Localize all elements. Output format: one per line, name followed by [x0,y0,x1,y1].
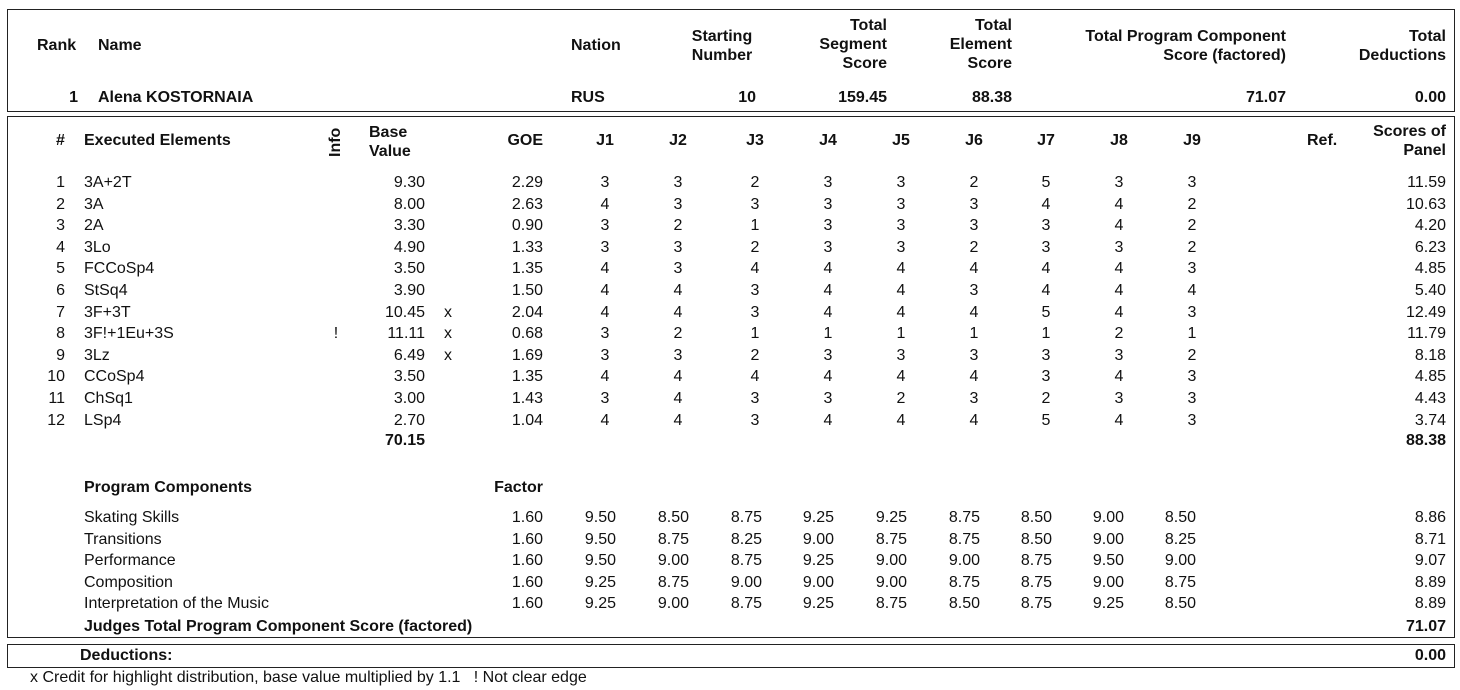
element-judge-score: 3 [750,282,760,299]
component-judge-score: 8.75 [1020,552,1052,570]
deductions-box [7,644,1455,668]
element-judge-score: 1 [896,325,906,343]
component-factor: 1.60 [511,595,543,613]
element-number-header: # [56,132,65,149]
segment-score-header-line1: Total [849,17,887,34]
element-judge-score: 2 [1187,238,1197,256]
element-judge-score: 4 [750,260,760,278]
element-base-value: 3.00 [393,390,425,407]
element-judge-score: 3 [823,174,833,191]
element-panel-score: 11.59 [1407,174,1446,191]
component-judge-score: 9.25 [802,509,834,526]
element-judge-score: 4 [673,368,683,386]
info-header: Info [327,127,344,157]
element-judge-score: 3 [896,174,906,191]
component-judge-score: 8.75 [730,595,762,613]
component-panel-score: 9.07 [1414,552,1446,570]
component-judge-score: 8.75 [1164,573,1196,591]
element-judge-score: 3 [600,346,610,364]
element-judge-score: 3 [1041,238,1051,256]
element-code: 3Lz [84,346,110,364]
component-judge-score: 8.75 [657,573,689,591]
element-code: 3F+3T [84,303,131,321]
component-judge-score: 8.75 [875,530,907,548]
component-judge-score: 8.50 [1020,509,1052,526]
element-base-value: 11.11 [387,325,425,343]
component-judge-score: 8.75 [875,595,907,613]
element-judge-score: 3 [750,303,760,321]
element-number: 5 [56,260,65,278]
element-judge-score: 2 [1187,195,1197,213]
element-panel-score: 12.49 [1405,303,1446,321]
element-judge-score: 4 [673,303,683,321]
element-judge-score: 4 [673,390,683,407]
element-code: 3A [84,195,104,213]
element-judge-score: 4 [1041,195,1051,213]
component-judge-score: 9.25 [1092,595,1124,613]
base-value-total: 70.15 [384,432,425,449]
program-components-title: Program Components [84,479,253,496]
element-judge-score: 3 [673,174,683,191]
component-judge-score: 8.25 [1164,530,1196,548]
element-panel-score: 8.18 [1414,346,1446,364]
element-panel-score: 4.20 [1414,217,1446,235]
element-number: 12 [47,411,65,429]
element-base-value: 10.45 [384,303,425,321]
element-judge-score: 3 [673,346,683,364]
element-judge-score: 4 [896,411,906,429]
component-judge-score: 9.00 [875,552,907,570]
component-factor: 1.60 [511,509,543,526]
footnote: x Credit for highlight distribution, base value multiplied by 1.1 ! Not clear edge [30,669,587,686]
executed-elements-header: Executed Elements [84,132,231,149]
component-judge-score: 9.00 [875,573,907,591]
element-judge-score: 3 [896,238,906,256]
element-judge-score: 3 [750,195,760,213]
element-panel-score: 3.74 [1414,411,1446,429]
skater-element-score: 88.38 [971,89,1012,106]
skater-nation: RUS [571,89,605,106]
element-code: StSq4 [84,282,128,299]
element-judge-score: 4 [823,303,833,321]
element-code: 3F!+1Eu+3S [84,325,174,343]
judge-header-5: J5 [892,132,910,149]
element-judge-score: 3 [823,195,833,213]
component-name: Transitions [84,530,162,548]
component-factor: 1.60 [511,573,543,591]
element-number: 2 [56,195,65,213]
goe-header: GOE [507,132,543,149]
element-judge-score: 4 [1114,195,1124,213]
element-judge-score: 4 [673,411,683,429]
element-judge-score: 4 [600,195,610,213]
element-bonus-mark: x [444,303,452,321]
component-panel-score: 8.89 [1414,573,1446,591]
component-judge-score: 9.00 [730,573,762,591]
component-judge-score: 8.75 [1020,573,1052,591]
element-judge-score: 4 [600,368,610,386]
component-judge-score: 9.00 [657,595,689,613]
element-code: LSp4 [84,411,122,429]
element-judge-score: 4 [600,260,610,278]
component-judge-score: 8.75 [730,552,762,570]
judge-header-2: J2 [669,132,687,149]
pcs-header-line2: Score (factored) [1163,47,1286,64]
element-goe: 2.29 [511,174,543,191]
component-judge-score: 9.25 [875,509,907,526]
element-score-header-line3: Score [967,55,1012,72]
element-judge-score: 3 [969,346,979,364]
element-judge-score: 3 [673,195,683,213]
pcs-total-value: 71.07 [1405,618,1446,635]
element-judge-score: 2 [750,238,760,256]
element-judge-score: 3 [750,390,760,407]
element-number: 3 [56,217,65,235]
segment-score-header-line2: Segment [819,36,887,53]
component-panel-score: 8.86 [1414,509,1446,526]
element-goe: 1.35 [511,368,543,386]
deductions-label: Deductions: [80,647,173,664]
component-judge-score: 9.50 [584,530,616,548]
element-judge-score: 1 [1187,325,1197,343]
element-judge-score: 3 [1187,368,1197,386]
factor-header: Factor [494,479,543,496]
component-judge-score: 8.75 [1020,595,1052,613]
element-code: CCoSp4 [84,368,145,386]
element-judge-score: 4 [600,303,610,321]
component-judge-score: 9.00 [802,530,834,548]
element-judge-score: 2 [969,174,979,191]
element-judge-score: 5 [1041,174,1051,191]
element-judge-score: 3 [1114,238,1124,256]
element-judge-score: 3 [673,238,683,256]
element-judge-score: 2 [1114,325,1124,343]
skater-rank: 1 [69,89,78,106]
element-judge-score: 4 [1114,303,1124,321]
element-base-value: 4.90 [393,238,425,256]
element-judge-score: 4 [896,303,906,321]
component-factor: 1.60 [511,530,543,548]
element-score-header-line2: Element [949,36,1012,53]
element-panel-score: 4.85 [1414,368,1446,386]
judge-header-3: J3 [746,132,764,149]
element-judge-score: 3 [600,174,610,191]
component-judge-score: 9.00 [1164,552,1196,570]
element-judge-score: 3 [600,390,610,407]
base-value-header-line2: Value [369,143,411,160]
component-judge-score: 9.00 [657,552,689,570]
element-judge-score: 4 [896,282,906,299]
element-panel-score: 6.23 [1414,238,1446,256]
element-goe: 1.43 [511,390,543,407]
element-base-value: 8.00 [393,195,425,213]
element-judge-score: 4 [1114,368,1124,386]
element-code: 3A+2T [84,174,132,191]
judge-header-8: J8 [1110,132,1128,149]
scores-of-panel-header-line1: Scores of [1373,123,1446,140]
element-judge-score: 1 [969,325,979,343]
element-judge-score: 2 [673,217,683,235]
component-judge-score: 8.50 [1164,509,1196,526]
element-judge-score: 3 [969,282,979,299]
element-base-value: 9.30 [393,174,425,191]
deductions-header-line2: Deductions [1358,47,1446,64]
element-base-value: 3.50 [393,368,425,386]
element-number: 6 [56,282,65,299]
element-judge-score: 3 [1187,260,1197,278]
element-panel-score: 4.43 [1414,390,1446,407]
component-judge-score: 8.50 [657,509,689,526]
skater-pcs-score: 71.07 [1245,89,1286,106]
element-judge-score: 5 [1041,303,1051,321]
deductions-header [1296,27,1446,65]
element-panel-score: 10.63 [1405,195,1446,213]
segment-score-header-line3: Score [842,55,887,72]
element-judge-score: 3 [750,411,760,429]
base-value-header [369,123,411,161]
element-judge-score: 4 [823,260,833,278]
component-panel-score: 8.89 [1414,595,1446,613]
component-judge-score: 8.50 [1020,530,1052,548]
base-value-header-line1: Base [369,124,408,141]
element-goe: 1.33 [511,238,543,256]
element-judge-score: 4 [823,411,833,429]
element-code: 2A [84,217,104,235]
element-judge-score: 3 [1041,368,1051,386]
element-score-header-line1: Total [974,17,1012,34]
element-judge-score: 3 [823,238,833,256]
element-judge-score: 1 [1041,325,1051,343]
element-judge-score: 3 [823,346,833,364]
element-judge-score: 4 [896,368,906,386]
deductions-value: 0.00 [1414,647,1446,664]
element-judge-score: 2 [896,390,906,407]
element-panel-score: 4.85 [1414,260,1446,278]
component-judge-score: 9.00 [948,552,980,570]
element-goe: 1.50 [511,282,543,299]
element-judge-score: 2 [750,346,760,364]
element-number: 11 [48,390,65,407]
element-panel-score: 11.79 [1407,325,1446,343]
pcs-header [1036,27,1286,65]
component-judge-score: 8.50 [948,595,980,613]
element-judge-score: 3 [600,217,610,235]
element-judge-score: 4 [1114,260,1124,278]
component-judge-score: 8.75 [948,509,980,526]
element-code: ChSq1 [84,390,133,407]
component-judge-score: 9.00 [802,573,834,591]
component-judge-score: 9.50 [1092,552,1124,570]
element-judge-score: 2 [1187,346,1197,364]
scores-of-panel-header [1326,122,1446,160]
element-judge-score: 2 [969,238,979,256]
element-judge-score: 4 [673,282,683,299]
element-goe: 0.90 [511,217,543,235]
element-judge-score: 3 [673,260,683,278]
ref-header: Ref. [1307,132,1338,149]
element-judge-score: 4 [750,368,760,386]
nation-header: Nation [571,37,621,54]
element-judge-score: 4 [1114,217,1124,235]
element-judge-score: 1 [750,217,760,235]
segment-score-header [787,16,887,73]
element-number: 9 [56,346,65,364]
element-base-value: 2.70 [393,411,425,429]
component-judge-score: 8.25 [730,530,762,548]
name-header: Name [98,37,142,54]
element-judge-score: 3 [823,390,833,407]
element-info: ! [333,325,339,343]
element-bonus-mark: x [444,325,452,343]
element-judge-score: 4 [600,411,610,429]
element-judge-score: 3 [600,238,610,256]
element-judge-score: 3 [896,195,906,213]
element-judge-score: 3 [1041,346,1051,364]
element-code: FCCoSp4 [84,260,155,278]
element-judge-score: 3 [969,217,979,235]
element-judge-score: 3 [1187,174,1197,191]
element-judge-score: 3 [823,217,833,235]
element-judge-score: 3 [896,217,906,235]
element-judge-score: 5 [1041,411,1051,429]
element-judge-score: 4 [1041,282,1051,299]
component-judge-score: 9.25 [802,595,834,613]
judge-header-6: J6 [965,132,983,149]
component-judge-score: 8.75 [948,530,980,548]
component-judge-score: 9.00 [1092,509,1124,526]
component-factor: 1.60 [511,552,543,570]
element-judge-score: 3 [1187,411,1197,429]
component-name: Skating Skills [84,509,180,526]
component-panel-score: 8.71 [1414,530,1446,548]
judge-header-9: J9 [1183,132,1201,149]
element-judge-score: 3 [600,325,610,343]
element-judge-score: 4 [600,282,610,299]
element-judge-score: 4 [969,368,979,386]
element-judge-score: 2 [1041,390,1051,407]
element-judge-score: 3 [1114,346,1124,364]
element-judge-score: 1 [823,325,833,343]
element-judge-score: 4 [823,282,833,299]
component-judge-score: 8.75 [730,509,762,526]
element-score-header [912,16,1012,73]
judge-header-4: J4 [819,132,837,149]
element-judge-score: 3 [1041,217,1051,235]
element-judge-score: 2 [673,325,683,343]
element-base-value: 6.49 [393,346,425,364]
element-judge-score: 3 [1114,390,1124,407]
element-judge-score: 3 [1187,303,1197,321]
element-judge-score: 4 [1114,411,1124,429]
component-judge-score: 9.00 [1092,573,1124,591]
element-goe: 1.69 [511,346,543,364]
component-judge-score: 9.25 [584,573,616,591]
element-goe: 2.04 [511,303,543,321]
element-judge-score: 4 [1041,260,1051,278]
component-name: Interpretation of the Music [84,595,269,613]
elements-panel-total: 88.38 [1405,432,1446,449]
element-judge-score: 1 [750,325,760,343]
element-number: 8 [56,325,65,343]
element-code: 3Lo [84,238,111,256]
element-judge-score: 4 [969,411,979,429]
skater-deductions: 0.00 [1414,89,1446,106]
skater-segment-score: 159.45 [838,89,887,106]
component-name: Composition [84,573,173,591]
element-judge-score: 4 [1187,282,1197,299]
judge-header-1: J1 [596,132,614,149]
component-judge-score: 9.25 [584,595,616,613]
component-judge-score: 9.00 [1092,530,1124,548]
deductions-header-line1: Total [1408,28,1446,45]
element-judge-score: 2 [750,174,760,191]
element-bonus-mark: x [444,346,452,364]
component-judge-score: 8.50 [1164,595,1196,613]
rank-header: Rank [37,37,77,54]
element-judge-score: 3 [1187,390,1197,407]
starting-number-header-line1: Starting [691,28,753,45]
element-goe: 2.63 [511,195,543,213]
pcs-total-label: Judges Total Program Component Score (factored) [84,618,473,635]
component-judge-score: 9.25 [802,552,834,570]
element-base-value: 3.30 [393,217,425,235]
element-judge-score: 3 [969,195,979,213]
element-judge-score: 3 [969,390,979,407]
judge-header-7: J7 [1037,132,1055,149]
element-judge-score: 3 [1114,174,1124,191]
element-goe: 1.35 [511,260,543,278]
element-number: 10 [47,368,65,386]
element-judge-score: 4 [969,260,979,278]
component-judge-score: 9.50 [584,509,616,526]
element-goe: 1.04 [511,411,543,429]
element-judge-score: 4 [1114,282,1124,299]
starting-number-header-line2: Number [691,47,753,64]
element-judge-score: 4 [823,368,833,386]
element-goe: 0.68 [511,325,543,343]
element-number: 1 [56,174,65,191]
component-judge-score: 8.75 [948,573,980,591]
component-judge-score: 8.75 [657,530,689,548]
element-judge-score: 4 [896,260,906,278]
starting-number-header [672,27,772,65]
element-number: 4 [56,238,65,256]
element-judge-score: 2 [1187,217,1197,235]
skater-name: Alena KOSTORNAIA [98,89,254,106]
element-base-value: 3.50 [393,260,425,278]
element-judge-score: 3 [896,346,906,364]
skater-starting-number: 10 [738,89,756,106]
scores-of-panel-header-line2: Panel [1403,142,1446,159]
component-judge-score: 9.50 [584,552,616,570]
component-name: Performance [84,552,176,570]
element-panel-score: 5.40 [1414,282,1446,299]
element-base-value: 3.90 [393,282,425,299]
element-judge-score: 4 [969,303,979,321]
element-number: 7 [56,303,65,321]
pcs-header-line1: Total Program Component [1085,28,1286,45]
